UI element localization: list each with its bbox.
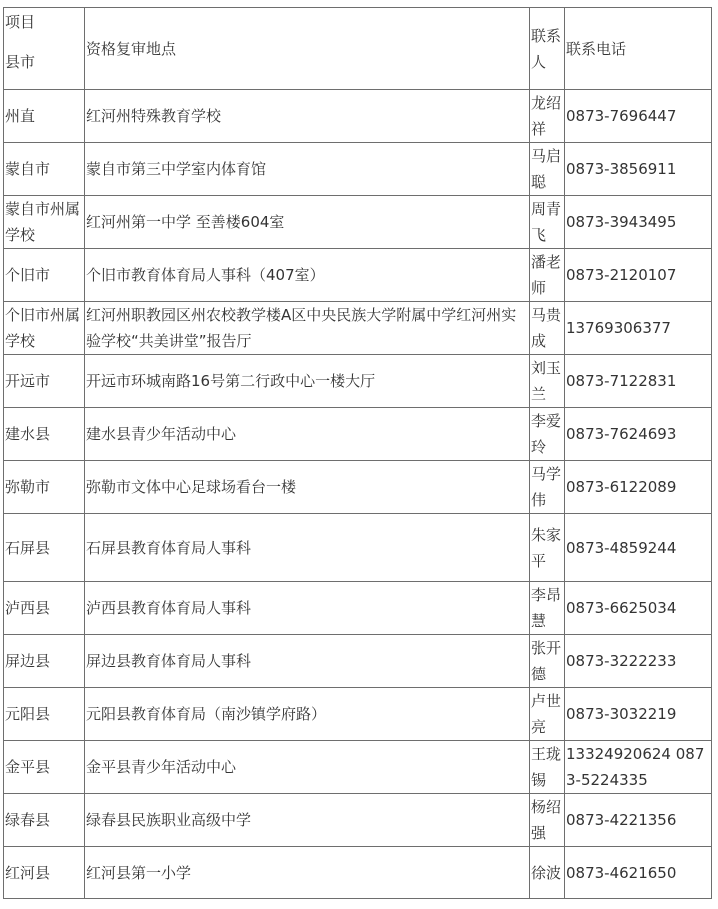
table-row: [4, 249, 712, 302]
header-phone: 联系电话: [565, 8, 712, 90]
contact-cell: 潘老师: [530, 249, 565, 302]
contact-cell: 卢世亮: [530, 688, 565, 741]
county-cell: 开远市: [4, 355, 85, 408]
phone-cell: 0873-4859244: [565, 514, 712, 582]
contact-cell: 李昂慧: [530, 582, 565, 635]
phone-cell: 13324920624 0873-5224335: [565, 741, 712, 794]
location-cell: 红河州职教园区州农校教学楼A区中央民族大学附属中学红河州实验学校“共美讲堂”报告厅: [85, 302, 530, 355]
table-row: [4, 355, 712, 408]
table-row: [4, 741, 712, 794]
phone-cell: 0873-7624693: [565, 408, 712, 461]
phone-cell: 0873-6625034: [565, 582, 712, 635]
county-cell: 建水县: [4, 408, 85, 461]
county-cell: 金平县: [4, 741, 85, 794]
phone-cell: 0873-2120107: [565, 249, 712, 302]
location-cell: 弥勒市文体中心足球场看台一楼: [85, 461, 530, 514]
header-county-label: 县市: [5, 53, 36, 71]
contact-cell: 李爱玲: [530, 408, 565, 461]
county-cell: 红河县: [4, 847, 85, 899]
location-cell: 红河县第一小学: [85, 847, 530, 899]
table-row: [4, 302, 712, 355]
county-cell: 石屏县: [4, 514, 85, 582]
location-cell: 泸西县教育体育局人事科: [85, 582, 530, 635]
table-row: [4, 847, 712, 899]
header-location: 资格复审地点: [85, 8, 530, 90]
header-item-label: 项目: [5, 13, 36, 31]
county-cell: 元阳县: [4, 688, 85, 741]
phone-cell: 0873-3943495: [565, 196, 712, 249]
location-cell: 建水县青少年活动中心: [85, 408, 530, 461]
county-cell: 绿春县: [4, 794, 85, 847]
contact-cell: 马贵成: [530, 302, 565, 355]
header-contact: 联系人: [530, 8, 565, 90]
location-cell: 开远市环城南路16号第二行政中心一楼大厅: [85, 355, 530, 408]
phone-cell: 0873-3032219: [565, 688, 712, 741]
phone-cell: 0873-4221356: [565, 794, 712, 847]
contact-cell: 杨绍强: [530, 794, 565, 847]
county-cell: 蒙自市: [4, 143, 85, 196]
table-row: [4, 582, 712, 635]
table-row: [4, 408, 712, 461]
table-row: [4, 461, 712, 514]
phone-cell: 0873-3856911: [565, 143, 712, 196]
location-cell: 个旧市教育体育局人事科（407室）: [85, 249, 530, 302]
table-row: [4, 794, 712, 847]
table-row: [4, 688, 712, 741]
location-cell: 元阳县教育体育局（南沙镇学府路）: [85, 688, 530, 741]
phone-cell: 0873-3222233: [565, 635, 712, 688]
table-row: [4, 196, 712, 249]
contact-cell: 马学伟: [530, 461, 565, 514]
location-cell: 金平县青少年活动中心: [85, 741, 530, 794]
contact-cell: 周青飞: [530, 196, 565, 249]
location-cell: 红河州特殊教育学校: [85, 90, 530, 143]
location-cell: 石屏县教育体育局人事科: [85, 514, 530, 582]
county-cell: 州直: [4, 90, 85, 143]
contact-cell: 张开德: [530, 635, 565, 688]
contact-cell: 龙绍祥: [530, 90, 565, 143]
contact-cell: 马启聪: [530, 143, 565, 196]
phone-cell: 0873-6122089: [565, 461, 712, 514]
table-header-row: [4, 8, 712, 90]
location-cell: 绿春县民族职业高级中学: [85, 794, 530, 847]
county-cell: 个旧市: [4, 249, 85, 302]
review-venue-table: [3, 7, 712, 899]
phone-cell: 0873-4621650: [565, 847, 712, 899]
contact-cell: 徐波: [530, 847, 565, 899]
header-item-county: [4, 8, 85, 90]
county-cell: 个旧市州属学校: [4, 302, 85, 355]
contact-cell: 刘玉兰: [530, 355, 565, 408]
contact-cell: 王珑锡: [530, 741, 565, 794]
phone-cell: 0873-7122831: [565, 355, 712, 408]
county-cell: 屏边县: [4, 635, 85, 688]
phone-cell: 0873-7696447: [565, 90, 712, 143]
location-cell: 蒙自市第三中学室内体育馆: [85, 143, 530, 196]
county-cell: 蒙自市州属学校: [4, 196, 85, 249]
location-cell: 屏边县教育体育局人事科: [85, 635, 530, 688]
county-cell: 弥勒市: [4, 461, 85, 514]
table-row: [4, 635, 712, 688]
table-row: [4, 514, 712, 582]
phone-cell: 13769306377: [565, 302, 712, 355]
county-cell: 泸西县: [4, 582, 85, 635]
contact-cell: 朱家平: [530, 514, 565, 582]
location-cell: 红河州第一中学 至善楼604室: [85, 196, 530, 249]
table-row: [4, 90, 712, 143]
table-row: [4, 143, 712, 196]
